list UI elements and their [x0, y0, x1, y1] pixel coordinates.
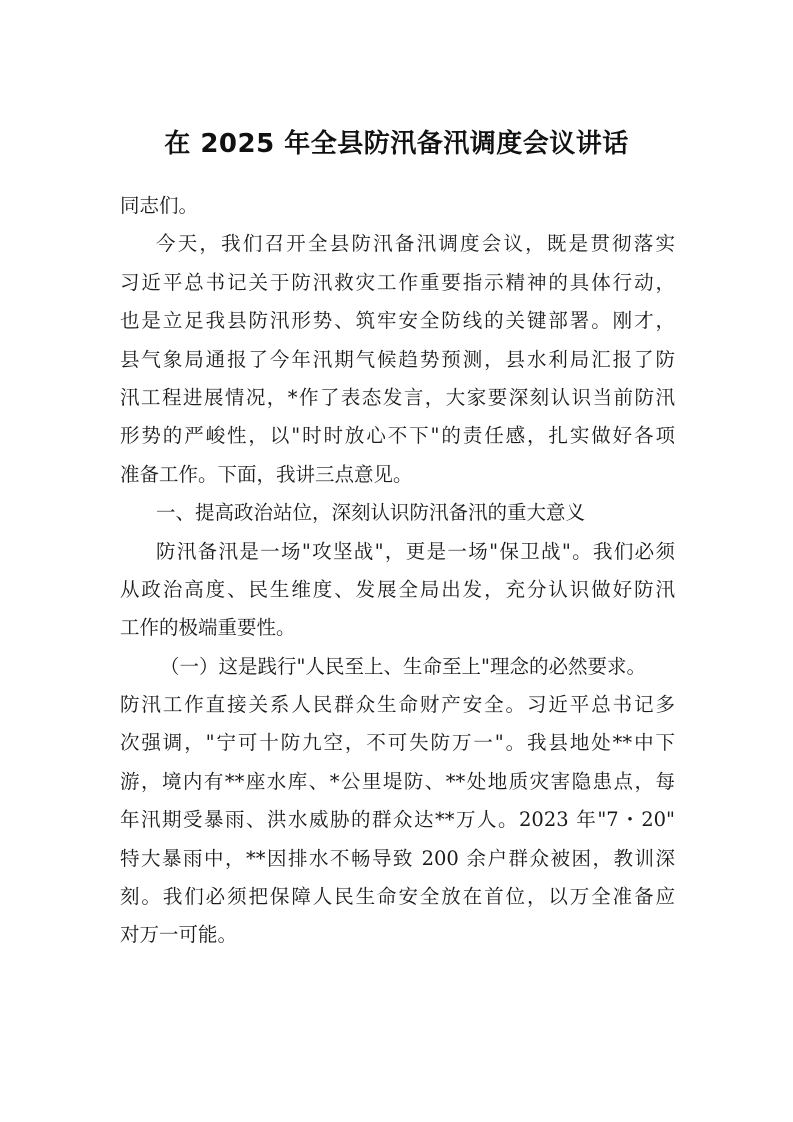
document-body [120, 187, 675, 955]
paragraph-line: 对万一可能。 [120, 923, 238, 947]
paragraph-line: 特大暴雨中，**因排水不畅导致 200 余户群众被困，教训深 [120, 846, 675, 870]
paragraph-line: 今天，我们召开全县防汛备汛调度会议，既是贯彻落实 [156, 232, 675, 256]
paragraph-line: 也是立足我县防汛形势、筑牢安全防线的关键部署。刚才， [120, 309, 675, 333]
paragraph-line: 县气象局通报了今年汛期气候趋势预测，县水利局汇报了防 [120, 347, 675, 371]
paragraph-line: 年汛期受暴雨、洪水威胁的群众达**万人。2023 年"7・20" [120, 808, 675, 832]
paragraph-line: 从政治高度、民生维度、发展全局出发，充分认识做好防汛 [120, 577, 675, 601]
paragraph-line: 防汛备汛是一场"攻坚战"，更是一场"保卫战"。我们必须 [156, 539, 675, 563]
paragraph-line: 工作的极端重要性。 [120, 616, 296, 640]
document-title: 在 2025 年全县防汛备汛调度会议讲话 [164, 129, 629, 159]
paragraph-line: 游，境内有**座水库、*公里堤防、**处地质灾害隐患点，每 [120, 769, 675, 793]
paragraph-line: 形势的严峻性，以"时时放心不下"的责任感，扎实做好各项 [120, 424, 675, 448]
paragraph-line: 准备工作。下面，我讲三点意见。 [120, 462, 413, 486]
paragraph-line: 次强调，"宁可十防九空，不可失防万一"。我县地处**中下 [120, 731, 675, 755]
paragraph-line: 刻。我们必须把保障人民生命安全放在首位，以万全准备应 [120, 885, 675, 909]
section-heading: 一、提高政治站位，深刻认识防汛备汛的重大意义 [156, 501, 586, 525]
paragraph-line: 防汛工作直接关系人民群众生命财产安全。习近平总书记多 [120, 693, 675, 717]
salutation-line: 同志们。 [120, 194, 199, 217]
paragraph-line: 习近平总书记关于防汛救灾工作重要指示精神的具体行动， [120, 270, 675, 294]
subsection-heading: （一）这是践行"人民至上、生命至上"理念的必然要求。 [160, 654, 646, 678]
paragraph-line: 汛工程进展情况，*作了表态发言，大家要深刻认识当前防汛 [120, 385, 675, 409]
